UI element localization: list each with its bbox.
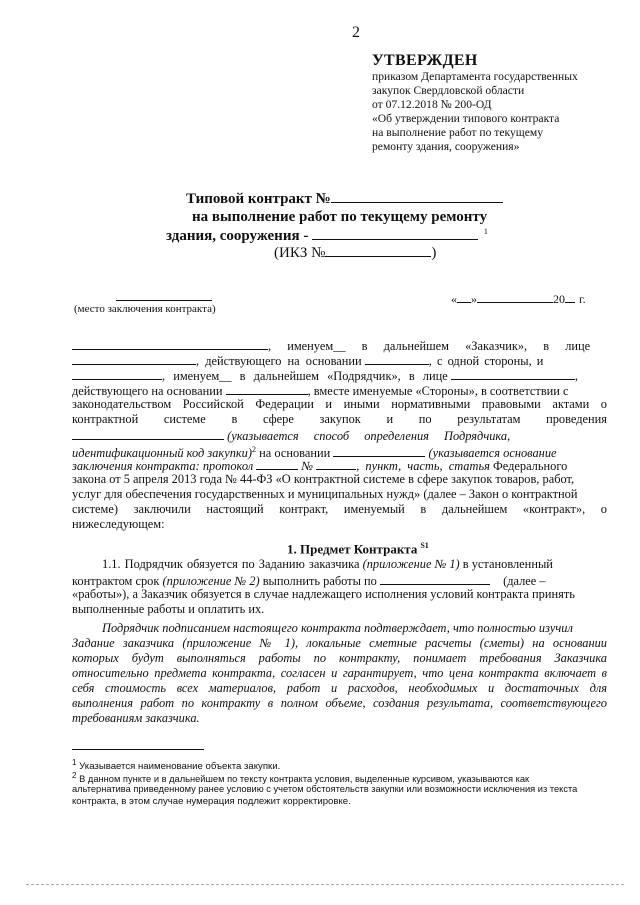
preamble-text: , — [574, 369, 578, 383]
preamble-text: , вместе именуемые «Стороны», в соответствии с — [307, 384, 569, 398]
contractor-basis-blank — [226, 382, 308, 395]
clause-text: в установленный — [462, 557, 553, 571]
clause-italic-line: относительно предмета контракта, согласен и гарантирует, что цена контракта включает в — [72, 666, 607, 680]
clause-italic-line: себя стоимость всех материалов, работ и расходов, необходимых и достаточных для — [72, 681, 607, 695]
footnote-ref: S1 — [420, 541, 429, 550]
preamble-line: контрактной системе в сфере закупок и по результатам проведения — [72, 412, 607, 426]
clause-line — [102, 557, 607, 572]
clause-line: выполненные работы и оплатить их. — [72, 602, 265, 616]
footnote-text: контракта, в этом случае нумерация подлежит корректировке. — [72, 796, 351, 807]
date-close-quote: » — [471, 292, 477, 306]
preamble-text: Федерального — [492, 459, 568, 473]
contract-title-line1 — [186, 190, 503, 208]
date-year: 20 — [553, 292, 565, 306]
customer-basis-blank — [365, 352, 429, 365]
ikz-line — [274, 244, 436, 262]
footnote-separator — [72, 749, 204, 750]
date-open-quote: « — [451, 292, 457, 306]
year-blank — [565, 290, 575, 303]
footnote-text: В данном пункте и в дальнейшем по тексту контракта условия, выделенные курсивом, указываются как — [79, 774, 530, 785]
basis-blank — [333, 444, 425, 457]
footnote-mark: 2 — [72, 771, 77, 780]
preamble-line: нижеследующем: — [72, 517, 165, 531]
works-name-blank — [380, 572, 490, 585]
preamble-italic-text: , пункт, часть, статья — [356, 459, 490, 473]
protocol-number-blank — [316, 457, 356, 470]
contract-number-blank — [331, 190, 503, 203]
preamble-line: системе) заключили настоящий контракт, именуемый в дальнейшем «контракт», о — [72, 502, 607, 516]
ikz-blank — [325, 244, 431, 257]
clause-italic-line: требованиям заказчика. — [72, 711, 200, 725]
preamble-line: законодательством Российской Федерации и иными нормативными правовыми актами о — [72, 397, 607, 411]
clause-italic-line: Задание заказчика (приложение № 1), локальные сметные расчеты (сметы) на основании — [72, 636, 607, 650]
preamble-text: действующего на основании — [72, 384, 223, 398]
approval-heading: УТВЕРЖДЕН — [372, 52, 478, 69]
contract-title-text: Типовой контракт № — [186, 191, 331, 207]
clause-text: 1.1. Подрядчик обязуется по Заданию заказчика — [102, 557, 360, 571]
approval-line: «Об утверждении типового контракта — [372, 112, 560, 125]
clause-italic-line: которых будут выполняться работы по контракту, понимает требования Заказчика — [72, 651, 607, 665]
customer-rep-blank — [72, 352, 196, 365]
contract-title-line2: на выполнение работ по текущему ремонту — [192, 209, 488, 225]
date-line — [451, 290, 586, 307]
preamble-italic-text: (указывается основание — [428, 446, 557, 461]
preamble-italic-text: заключения контракта: протокол — [72, 459, 254, 473]
contractor-name-blank — [72, 367, 162, 380]
preamble-italic-text: № — [301, 459, 314, 473]
preamble-italic-text: идентификационный код закупки) — [72, 446, 253, 461]
scan-edge — [26, 884, 624, 885]
footnote-ref: 2 — [252, 445, 257, 454]
footnote-text: альтернатива приведенному ранее условию с учетом обстоятельств закупки или возможности исключения из текста — [72, 784, 578, 794]
preamble-line: закона от 5 апреля 2013 года № 44-ФЗ «О контрактной системе в сфере закупок товаров, работ, — [72, 472, 575, 486]
preamble-line: услуг для обеспечения государственных и муниципальных нужд» (далее – Закон о контрактной — [72, 487, 578, 501]
clause-italic-line: Подрядчик подписанием настоящего контракта подтверждает, что полностью изучил — [102, 621, 573, 635]
day-blank — [457, 290, 471, 303]
preamble-text: , именуем__ в дальнейшем «Заказчик», в лице — [268, 339, 591, 353]
preamble-text: , действующего на основании — [196, 354, 362, 368]
ikz-close: ) — [431, 245, 437, 261]
section-heading-text: 1. Предмет Контракта — [287, 541, 418, 557]
approval-line: приказом Департамента государственных — [372, 70, 578, 83]
preamble-text: на основании — [259, 446, 331, 461]
clause-text: (далее – — [503, 574, 546, 588]
approval-line: от 07.12.2018 № 200-ОД — [372, 98, 492, 111]
preamble-italic-text: (указывается способ определения Подрядчика, — [227, 429, 511, 443]
footnote-mark: 1 — [72, 758, 77, 767]
protocol-date-blank — [256, 457, 298, 470]
month-blank — [477, 290, 553, 303]
contract-title-line3 — [166, 227, 488, 245]
clause-line: «работы»), а Заказчик обязуется в случае надлежащего исполнения условий контракта принять — [72, 587, 575, 601]
clause-italic-text: (приложение № 2) — [162, 574, 260, 588]
approval-line: на выполнение работ по текущему — [372, 126, 543, 139]
clause-italic-text: (приложение № 1) — [362, 557, 460, 571]
footnote-text: Указывается наименование объекта закупки. — [79, 761, 281, 773]
approval-line: ремонту здания, сооружения» — [372, 140, 520, 153]
preamble-text: , с одной стороны, и — [428, 354, 544, 368]
clause-text: контрактом срок — [72, 574, 160, 588]
footnote-ref: 1 — [483, 227, 488, 236]
page-number: 2 — [352, 24, 360, 41]
place-blank — [116, 300, 212, 301]
section-heading — [287, 541, 429, 557]
customer-name-blank — [72, 337, 268, 350]
preamble-text: , именуем__ в дальнейшем «Подрядчик», в лице — [162, 369, 448, 383]
contract-title-object-text: здания, сооружения - — [166, 228, 309, 244]
date-year-suffix: г. — [579, 292, 586, 306]
contractor-rep-blank — [451, 367, 575, 380]
clause-text: выполнить работы по — [262, 574, 377, 588]
procedure-blank — [72, 427, 224, 440]
approval-line: закупок Свердловской области — [372, 84, 525, 97]
object-name-blank — [312, 227, 478, 240]
ikz-label: (ИКЗ № — [274, 245, 326, 261]
place-caption: (место заключения контракта) — [74, 303, 216, 315]
clause-italic-line: выполнения работ по контракту в полном объеме, создания результата, соответствующего — [72, 696, 607, 710]
